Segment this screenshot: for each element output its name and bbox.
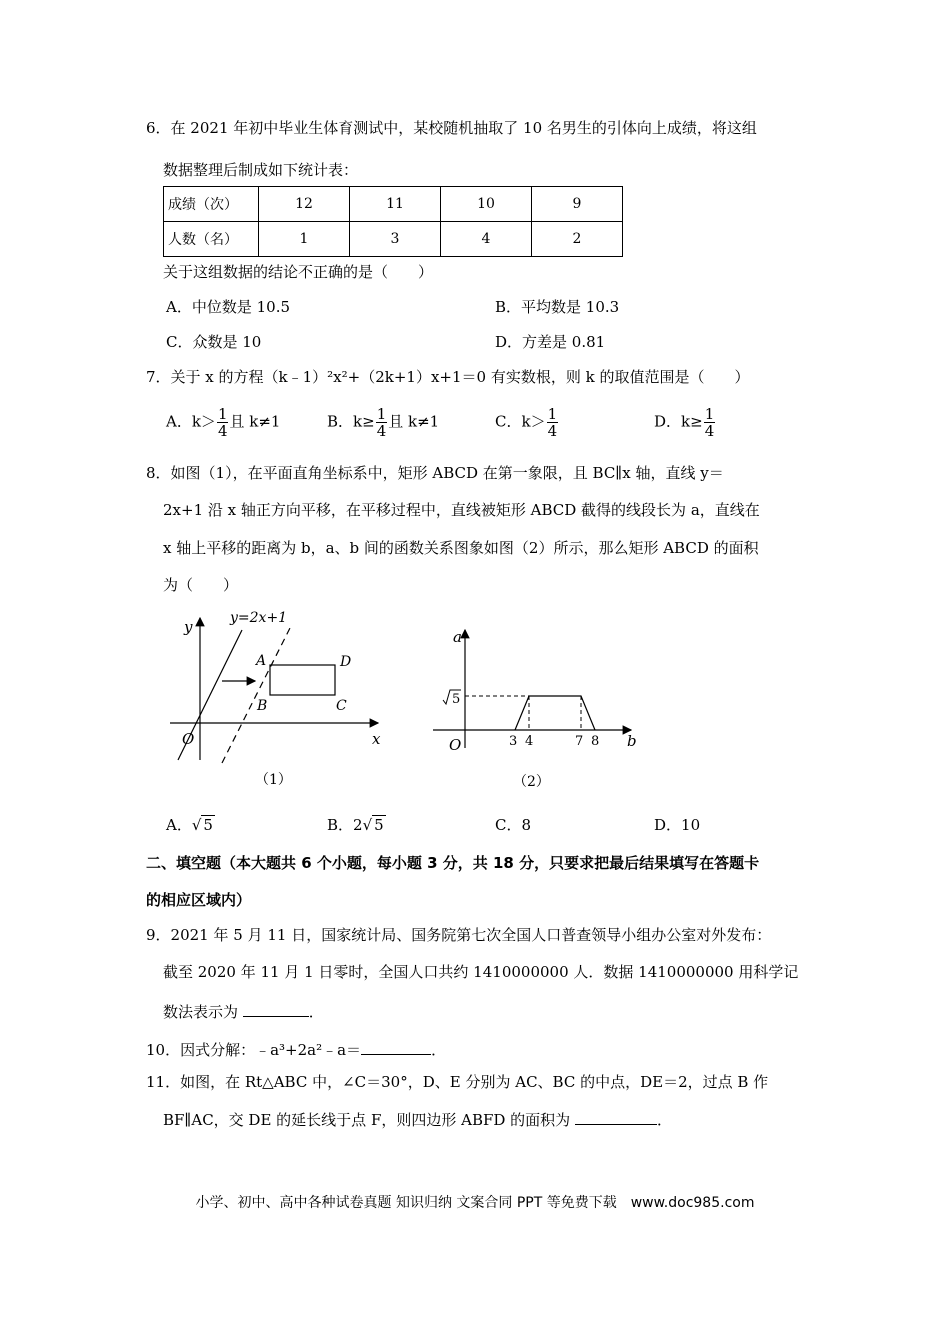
- section-2-heading-1: 二、填空题（本大题共 6 个小题，每小题 3 分，共 18 分，只要求把最后结果填写在答题卡: [146, 854, 760, 872]
- q6-line-1: 6．在 2021 年初中毕业生体育测试中，某校随机抽取了 10 名男生的引体向上成绩，将这组: [146, 119, 757, 137]
- q7-b-pre: B．k≥: [327, 412, 375, 431]
- tick-8: 8: [591, 734, 600, 749]
- q7-b-post: 且 k≠1: [388, 412, 440, 431]
- rectangle-abcd: [270, 665, 335, 695]
- q7-c-fraction: [547, 406, 559, 439]
- table-cell: 4: [441, 222, 532, 257]
- q11-line-1: 11．如图，在 Rt△ABC 中，∠C＝30°，D、E 分别为 AC、BC 的中点，DE＝2，过点 B 作: [146, 1073, 769, 1091]
- section-2-heading-2: 的相应区域内）: [146, 891, 252, 909]
- table-row: [164, 222, 623, 257]
- frac-den: 4: [547, 422, 558, 440]
- q7-option-b: [327, 406, 439, 439]
- q7-a-post: 且 k≠1: [229, 412, 281, 431]
- table-cell: 3: [350, 222, 441, 257]
- frac-den: 4: [704, 422, 715, 440]
- figure-1: [160, 608, 400, 798]
- q7-a-pre: A．k＞: [166, 412, 216, 431]
- answer-blank[interactable]: [361, 1038, 431, 1055]
- table-row: [164, 187, 623, 222]
- q10-end: ．: [431, 1041, 447, 1059]
- q7-option-a: [166, 406, 280, 439]
- table-cell: 11: [350, 187, 441, 222]
- sqrt-icon: √ 5: [362, 816, 384, 834]
- q6-option-d: D．方差是 0.81: [495, 333, 606, 351]
- q7-a-fraction: [217, 406, 229, 439]
- table-cell: 10: [441, 187, 532, 222]
- q7-line-1: 7．关于 x 的方程（k﹣1）²x²+（2k+1）x+1＝0 有实数根，则 k 的取值范围是（ ）: [146, 368, 750, 386]
- q8-line-2: 2x+1 沿 x 轴正方向平移，在平移过程中，直线被矩形 ABCD 截得的线段长为 a，直线在: [163, 501, 760, 519]
- table-cell: 2: [532, 222, 623, 257]
- q8-option-c: C．8: [495, 816, 532, 834]
- q8-option-d: D．10: [654, 816, 701, 834]
- a-axis-label: a: [453, 628, 462, 646]
- q7-d-pre: D．k≥: [654, 412, 703, 431]
- q8-line-3: x 轴上平移的距离为 b，a、b 间的函数关系图象如图（2）所示，那么矩形 ABCD 的面积: [163, 539, 759, 557]
- frac-num: 1: [376, 405, 387, 423]
- y-axis-label: y: [184, 618, 193, 636]
- origin-label: O: [449, 736, 462, 754]
- figure-2-caption: （2）: [513, 774, 550, 790]
- table-cell: 9: [532, 187, 623, 222]
- frac-den: 4: [376, 422, 387, 440]
- q9-end: ．: [308, 1003, 324, 1021]
- frac-num: 1: [704, 405, 715, 423]
- point-a-label: A: [256, 653, 267, 669]
- figure-2: [425, 620, 655, 800]
- sqrt5-label: 5: [452, 692, 461, 707]
- sqrt-icon: √ 5: [191, 816, 213, 834]
- q6-line-2: 数据整理后制成如下统计表：: [163, 161, 359, 179]
- q6-question: 关于这组数据的结论不正确的是（ ）: [163, 263, 434, 281]
- q7-option-c: [495, 406, 559, 439]
- q7-d-fraction: [704, 406, 716, 439]
- q6-option-c: C．众数是 10: [166, 333, 262, 351]
- function-graph: [515, 696, 595, 730]
- tick-7: 7: [575, 734, 584, 749]
- q6-option-a: A．中位数是 10.5: [166, 298, 290, 316]
- frac-num: 1: [217, 405, 228, 423]
- answer-blank[interactable]: [575, 1108, 657, 1125]
- q9-line-3: [163, 1000, 324, 1022]
- q9-text: 数法表示为: [163, 1003, 239, 1021]
- frac-num: 1: [547, 405, 558, 423]
- q11-line-2: [163, 1108, 672, 1130]
- table-header-count: 人数（名）: [164, 222, 259, 257]
- q7-c-pre: C．k＞: [495, 412, 546, 431]
- stats-table: [163, 186, 623, 257]
- q10-text: 10．因式分解：﹣a³+2a²﹣a＝: [146, 1041, 362, 1059]
- point-d-label: D: [340, 654, 352, 670]
- q11-text: BF∥AC，交 DE 的延长线于点 F，则四边形 ABFD 的面积为: [163, 1111, 571, 1129]
- q8-option-a: [166, 815, 215, 835]
- q9-line-2: 截至 2020 年 11 月 1 日零时，全国人口共约 1410000000 人．数据 1410000000 用科学记: [163, 963, 799, 981]
- table-cell: 1: [259, 222, 350, 257]
- table-cell: 12: [259, 187, 350, 222]
- q9-line-1: 9．2021 年 5 月 11 日，国家统计局、国务院第七次全国人口普查领导小组办公室对外发布：: [146, 926, 772, 944]
- q7-b-fraction: [376, 406, 388, 439]
- q8-option-b: [327, 815, 386, 835]
- q8-a-pre: A．: [166, 816, 192, 834]
- q10-line-1: [146, 1038, 446, 1060]
- q6-option-b: B．平均数是 10.3: [495, 298, 620, 316]
- radicand: 5: [374, 816, 384, 834]
- q8-line-1: 8．如图（1），在平面直角坐标系中，矩形 ABCD 在第一象限，且 BC∥x 轴，直线 y＝: [146, 464, 724, 482]
- q8-line-4: 为（ ）: [163, 576, 239, 594]
- table-header-score: 成绩（次）: [164, 187, 259, 222]
- radicand: 5: [203, 816, 213, 834]
- point-c-label: C: [336, 698, 347, 714]
- answer-blank[interactable]: [243, 1000, 309, 1017]
- frac-den: 4: [217, 422, 228, 440]
- q7-option-d: [654, 406, 716, 439]
- b-axis-label: b: [627, 732, 637, 750]
- line-label: y=2x+1: [230, 610, 288, 626]
- figure-1-caption: （1）: [255, 772, 292, 788]
- point-b-label: B: [257, 698, 268, 714]
- q8-b-pre: B．2: [327, 816, 363, 834]
- tick-3: 3: [509, 734, 518, 749]
- origin-label: O: [182, 730, 195, 748]
- page-footer: 小学、初中、高中各种试卷真题 知识归纳 文案合同 PPT 等免费下载 www.doc985.com: [195, 1195, 755, 1211]
- q11-end: ．: [656, 1111, 672, 1129]
- tick-4: 4: [525, 734, 534, 749]
- x-axis-label: x: [372, 730, 381, 748]
